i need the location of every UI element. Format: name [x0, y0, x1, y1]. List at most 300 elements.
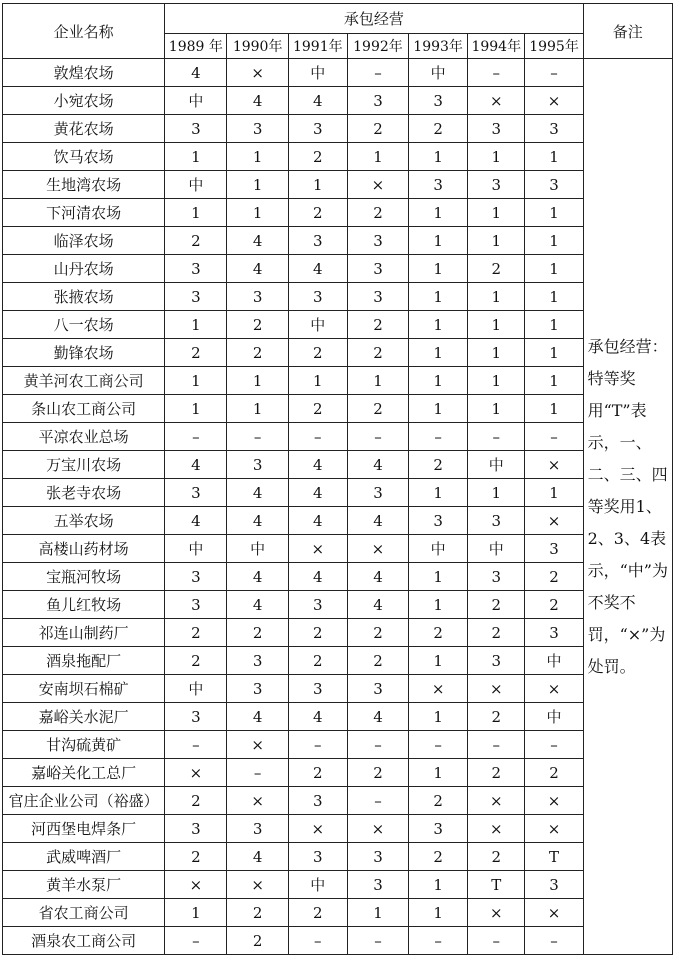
rating-cell: 中	[525, 647, 583, 675]
rating-cell: 4	[165, 507, 227, 535]
rating-cell: 1	[227, 171, 288, 199]
rating-cell: ×	[227, 787, 288, 815]
rating-cell: 3	[288, 675, 347, 703]
rating-cell: 3	[165, 591, 227, 619]
company-name-cell: 张老寺农场	[3, 479, 165, 507]
rating-cell: 1	[409, 143, 468, 171]
rating-cell: –	[409, 423, 468, 451]
rating-cell: ×	[409, 675, 468, 703]
rating-cell: 1	[409, 339, 468, 367]
rating-cell: 3	[468, 171, 525, 199]
rating-cell: 1	[468, 311, 525, 339]
rating-cell: 3	[347, 479, 408, 507]
table-row	[3, 87, 673, 115]
rating-cell: 1	[165, 899, 227, 927]
table-row	[3, 675, 673, 703]
company-name-cell: 敦煌农场	[3, 59, 165, 87]
rating-cell: ×	[468, 899, 525, 927]
rating-cell: 2	[347, 619, 408, 647]
rating-cell: 2	[468, 619, 525, 647]
company-name-cell: 饮马农场	[3, 143, 165, 171]
table-row	[3, 395, 673, 423]
rating-cell: 1	[227, 143, 288, 171]
rating-cell: 3	[409, 507, 468, 535]
rating-cell: 3	[347, 227, 408, 255]
rating-cell: ×	[165, 759, 227, 787]
rating-cell: 2	[409, 619, 468, 647]
rating-cell: 3	[227, 647, 288, 675]
rating-cell: ×	[525, 899, 583, 927]
rating-cell: 4	[347, 451, 408, 479]
rating-cell: 3	[288, 115, 347, 143]
rating-cell: 2	[468, 843, 525, 871]
rating-cell: 1	[409, 591, 468, 619]
rating-cell: ×	[347, 815, 408, 843]
table-row	[3, 507, 673, 535]
rating-cell: 1	[468, 395, 525, 423]
rating-cell: 1	[165, 367, 227, 395]
company-name-cell: 临泽农场	[3, 227, 165, 255]
rating-cell: 1	[468, 227, 525, 255]
rating-cell: 1	[288, 171, 347, 199]
rating-cell: 3	[525, 115, 583, 143]
rating-cell: 4	[227, 563, 288, 591]
table-row	[3, 227, 673, 255]
rating-cell: 1	[227, 395, 288, 423]
rating-cell: 中	[525, 703, 583, 731]
year-header: 1995年	[525, 34, 583, 59]
rating-cell: 2	[468, 591, 525, 619]
rating-cell: 3	[165, 479, 227, 507]
rating-cell: ×	[165, 871, 227, 899]
company-name-cell: 甘沟硫黄矿	[3, 731, 165, 759]
rating-cell: 3	[409, 815, 468, 843]
rating-cell: 中	[409, 59, 468, 87]
rating-cell: 2	[227, 927, 288, 955]
rating-cell: 3	[165, 815, 227, 843]
table-row	[3, 423, 673, 451]
rating-cell: 3	[468, 507, 525, 535]
rating-cell: 2	[347, 199, 408, 227]
table-row	[3, 367, 673, 395]
rating-cell: 4	[288, 703, 347, 731]
rating-cell: 4	[347, 591, 408, 619]
table-row	[3, 591, 673, 619]
rating-cell: 1	[288, 367, 347, 395]
company-name-cell: 嘉峪关水泥厂	[3, 703, 165, 731]
rating-cell: 1	[525, 283, 583, 311]
table-row	[3, 479, 673, 507]
rating-cell: 3	[165, 703, 227, 731]
table-row	[3, 619, 673, 647]
rating-cell: ×	[468, 87, 525, 115]
rating-cell: 4	[288, 451, 347, 479]
table-row	[3, 787, 673, 815]
rating-cell: 1	[525, 199, 583, 227]
rating-cell: 1	[409, 255, 468, 283]
rating-cell: 2	[165, 787, 227, 815]
rating-cell: 3	[165, 563, 227, 591]
table-row	[3, 759, 673, 787]
rating-cell: –	[409, 731, 468, 759]
rating-cell: –	[165, 423, 227, 451]
rating-cell: 4	[288, 507, 347, 535]
table-row	[3, 703, 673, 731]
rating-cell: ×	[525, 451, 583, 479]
rating-cell: 1	[409, 759, 468, 787]
rating-cell: 2	[288, 619, 347, 647]
rating-cell: 1	[525, 367, 583, 395]
rating-cell: –	[347, 59, 408, 87]
rating-cell: –	[227, 423, 288, 451]
rating-cell: 2	[468, 703, 525, 731]
rating-cell: 2	[288, 759, 347, 787]
rating-cell: 3	[227, 283, 288, 311]
rating-cell: 4	[288, 87, 347, 115]
year-header: 1991年	[288, 34, 347, 59]
rating-cell: ×	[347, 535, 408, 563]
rating-cell: 4	[165, 59, 227, 87]
rating-cell: –	[468, 731, 525, 759]
rating-cell: ×	[468, 787, 525, 815]
company-name-cell: 武威啤酒厂	[3, 843, 165, 871]
rating-cell: 2	[468, 255, 525, 283]
rating-cell: ×	[288, 535, 347, 563]
year-header: 1990年	[227, 34, 288, 59]
rating-cell: 3	[288, 591, 347, 619]
rating-cell: –	[288, 731, 347, 759]
contract-group-header: 承包经营	[165, 4, 583, 34]
rating-cell: 3	[409, 171, 468, 199]
rating-cell: 3	[227, 451, 288, 479]
rating-cell: 3	[288, 283, 347, 311]
contract-management-table	[2, 3, 673, 955]
rating-cell: 2	[347, 647, 408, 675]
rating-cell: 1	[468, 283, 525, 311]
company-name-cell: 鱼儿红牧场	[3, 591, 165, 619]
rating-cell: 1	[347, 367, 408, 395]
company-name-cell: 酒泉农工商公司	[3, 927, 165, 955]
rating-cell: 3	[525, 619, 583, 647]
rating-cell: ×	[468, 675, 525, 703]
rating-cell: 1	[468, 199, 525, 227]
rating-cell: 4	[227, 591, 288, 619]
rating-cell: 4	[227, 87, 288, 115]
rating-cell: 2	[227, 339, 288, 367]
table-row	[3, 339, 673, 367]
year-header: 1989 年	[165, 34, 227, 59]
rating-cell: 3	[347, 255, 408, 283]
rating-cell: 4	[227, 255, 288, 283]
rating-cell: 4	[227, 843, 288, 871]
rating-cell: 3	[468, 115, 525, 143]
rating-cell: 中	[468, 451, 525, 479]
company-name-cell: 张掖农场	[3, 283, 165, 311]
rating-cell: 3	[227, 675, 288, 703]
rating-cell: 1	[165, 199, 227, 227]
rating-cell: 3	[347, 871, 408, 899]
rating-cell: 1	[525, 395, 583, 423]
company-name-cell: 祁连山制药厂	[3, 619, 165, 647]
rating-cell: ×	[525, 87, 583, 115]
rating-cell: 1	[525, 479, 583, 507]
rating-cell: 3	[525, 171, 583, 199]
rating-cell: 中	[468, 535, 525, 563]
rating-cell: 1	[525, 339, 583, 367]
rating-cell: 3	[468, 647, 525, 675]
table-row	[3, 843, 673, 871]
rating-cell: ×	[227, 59, 288, 87]
company-name-cell: 省农工商公司	[3, 899, 165, 927]
rating-cell: 中	[409, 535, 468, 563]
table-row	[3, 647, 673, 675]
rating-cell: –	[347, 927, 408, 955]
rating-cell: –	[409, 927, 468, 955]
table-header	[3, 4, 673, 59]
rating-cell: 2	[347, 339, 408, 367]
rating-cell: –	[288, 423, 347, 451]
rating-cell: 4	[347, 563, 408, 591]
rating-cell: 2	[409, 787, 468, 815]
company-name-cell: 宝瓶河牧场	[3, 563, 165, 591]
table-row	[3, 731, 673, 759]
company-name-cell: 生地湾农场	[3, 171, 165, 199]
rating-cell: 中	[288, 59, 347, 87]
company-name-cell: 勤锋农场	[3, 339, 165, 367]
rating-cell: 2	[165, 227, 227, 255]
table-row	[3, 927, 673, 955]
rating-cell: ×	[525, 675, 583, 703]
table-row	[3, 199, 673, 227]
company-name-cell: 高楼山药材场	[3, 535, 165, 563]
table-row	[3, 563, 673, 591]
rating-cell: 2	[409, 451, 468, 479]
table-row	[3, 871, 673, 899]
rating-cell: ×	[468, 815, 525, 843]
rating-cell: 3	[227, 115, 288, 143]
rating-cell: 4	[227, 227, 288, 255]
rating-cell: 4	[288, 479, 347, 507]
year-header: 1994年	[468, 34, 525, 59]
company-name-cell: 安南坝石棉矿	[3, 675, 165, 703]
rating-cell: 1	[409, 479, 468, 507]
rating-cell: –	[347, 731, 408, 759]
rating-cell: ×	[227, 731, 288, 759]
rating-cell: 3	[288, 227, 347, 255]
rating-cell: 4	[288, 563, 347, 591]
rating-cell: 4	[288, 255, 347, 283]
rating-cell: 1	[409, 311, 468, 339]
rating-cell: 1	[409, 367, 468, 395]
rating-cell: –	[165, 731, 227, 759]
rating-cell: 1	[525, 255, 583, 283]
rating-cell: 1	[409, 227, 468, 255]
rating-cell: 2	[288, 899, 347, 927]
rating-cell: 1	[468, 339, 525, 367]
rating-cell: 2	[288, 199, 347, 227]
company-name-cell: 小宛农场	[3, 87, 165, 115]
rating-cell: 2	[347, 395, 408, 423]
rating-cell: 1	[409, 395, 468, 423]
company-name-cell: 嘉峪关化工总厂	[3, 759, 165, 787]
rating-cell: –	[227, 759, 288, 787]
rating-cell: 1	[525, 311, 583, 339]
rating-cell: 1	[165, 143, 227, 171]
rating-cell: 2	[227, 899, 288, 927]
rating-cell: 3	[468, 563, 525, 591]
table-row	[3, 255, 673, 283]
company-name-cell: 官庄企业公司（裕盛）	[3, 787, 165, 815]
rating-cell: 中	[165, 675, 227, 703]
table-row	[3, 535, 673, 563]
rating-cell: 3	[347, 87, 408, 115]
rating-cell: 3	[165, 283, 227, 311]
rating-cell: 1	[468, 479, 525, 507]
rating-cell: 2	[409, 843, 468, 871]
rating-cell: –	[288, 927, 347, 955]
rating-cell: 3	[347, 843, 408, 871]
table-row	[3, 59, 673, 87]
rating-cell: 1	[165, 311, 227, 339]
rating-cell: 中	[288, 871, 347, 899]
rating-cell: 4	[347, 507, 408, 535]
rating-cell: 2	[347, 311, 408, 339]
contract-table-wrapper	[2, 3, 673, 955]
rating-cell: 2	[347, 759, 408, 787]
remark-cell: 承包经营：特等奖用“T”表示，一、二、三、四等奖用1、2、3、4表示，“中”为不奖不罚，“×”为处罚。	[583, 59, 672, 955]
company-name-cell: 黄羊水泵厂	[3, 871, 165, 899]
rating-cell: 1	[525, 143, 583, 171]
rating-cell: –	[165, 927, 227, 955]
rating-cell: 1	[347, 143, 408, 171]
rating-cell: 2	[409, 115, 468, 143]
company-name-cell: 万宝川农场	[3, 451, 165, 479]
rating-cell: T	[468, 871, 525, 899]
rating-cell: 2	[288, 647, 347, 675]
rating-cell: 1	[409, 871, 468, 899]
rating-cell: –	[525, 423, 583, 451]
rating-cell: 4	[227, 507, 288, 535]
rating-cell: 1	[409, 283, 468, 311]
rating-cell: –	[347, 787, 408, 815]
rating-cell: 1	[468, 143, 525, 171]
rating-cell: 2	[288, 143, 347, 171]
rating-cell: 1	[409, 563, 468, 591]
rating-cell: 1	[409, 199, 468, 227]
rating-cell: –	[347, 423, 408, 451]
rating-cell: ×	[227, 871, 288, 899]
company-name-cell: 五举农场	[3, 507, 165, 535]
rating-cell: –	[525, 731, 583, 759]
table-row	[3, 815, 673, 843]
rating-cell: 1	[525, 227, 583, 255]
rating-cell: 2	[288, 395, 347, 423]
rating-cell: 1	[347, 899, 408, 927]
rating-cell: 4	[227, 479, 288, 507]
rating-cell: 2	[525, 759, 583, 787]
rating-cell: 2	[165, 339, 227, 367]
table-row	[3, 143, 673, 171]
rating-cell: –	[468, 927, 525, 955]
rating-cell: T	[525, 843, 583, 871]
rating-cell: 2	[227, 311, 288, 339]
rating-cell: ×	[525, 507, 583, 535]
table-row	[3, 171, 673, 199]
year-header: 1992年	[347, 34, 408, 59]
table-body	[3, 59, 673, 955]
rating-cell: 1	[227, 367, 288, 395]
rating-cell: 3	[347, 675, 408, 703]
rating-cell: 3	[409, 87, 468, 115]
header-row-top	[3, 4, 673, 34]
rating-cell: 3	[525, 871, 583, 899]
rating-cell: –	[525, 927, 583, 955]
rating-cell: –	[468, 59, 525, 87]
company-name-cell: 条山农工商公司	[3, 395, 165, 423]
rating-cell: –	[525, 59, 583, 87]
rating-cell: 1	[409, 647, 468, 675]
rating-cell: 1	[468, 367, 525, 395]
rating-cell: 1	[409, 899, 468, 927]
rating-cell: 2	[525, 591, 583, 619]
rating-cell: 2	[165, 843, 227, 871]
rating-cell: ×	[525, 787, 583, 815]
rating-cell: 中	[165, 171, 227, 199]
rating-cell: 3	[288, 787, 347, 815]
rating-cell: 中	[227, 535, 288, 563]
rating-cell: 3	[227, 815, 288, 843]
company-name-cell: 河西堡电焊条厂	[3, 815, 165, 843]
rating-cell: 4	[227, 703, 288, 731]
rating-cell: 1	[227, 199, 288, 227]
rating-cell: 2	[165, 619, 227, 647]
table-row	[3, 899, 673, 927]
rating-cell: 中	[288, 311, 347, 339]
rating-cell: 3	[347, 283, 408, 311]
remark-header: 备注	[583, 4, 672, 59]
rating-cell: ×	[525, 815, 583, 843]
rating-cell: 3	[165, 255, 227, 283]
rating-cell: 2	[468, 759, 525, 787]
company-name-cell: 酒泉拖配厂	[3, 647, 165, 675]
rating-cell: 中	[165, 535, 227, 563]
company-name-header: 企业名称	[3, 4, 165, 59]
rating-cell: 4	[165, 451, 227, 479]
year-header: 1993年	[409, 34, 468, 59]
company-name-cell: 平凉农业总场	[3, 423, 165, 451]
rating-cell: –	[468, 423, 525, 451]
rating-cell: 3	[288, 843, 347, 871]
rating-cell: 1	[165, 395, 227, 423]
rating-cell: 2	[525, 563, 583, 591]
company-name-cell: 山丹农场	[3, 255, 165, 283]
company-name-cell: 下河清农场	[3, 199, 165, 227]
rating-cell: ×	[288, 815, 347, 843]
company-name-cell: 黄花农场	[3, 115, 165, 143]
company-name-cell: 黄羊河农工商公司	[3, 367, 165, 395]
rating-cell: 3	[165, 115, 227, 143]
rating-cell: 2	[165, 647, 227, 675]
rating-cell: 1	[409, 703, 468, 731]
rating-cell: 中	[165, 87, 227, 115]
rating-cell: ×	[347, 171, 408, 199]
table-row	[3, 451, 673, 479]
table-row	[3, 311, 673, 339]
rating-cell: 2	[227, 619, 288, 647]
rating-cell: 3	[525, 535, 583, 563]
rating-cell: 2	[347, 115, 408, 143]
rating-cell: 4	[347, 703, 408, 731]
